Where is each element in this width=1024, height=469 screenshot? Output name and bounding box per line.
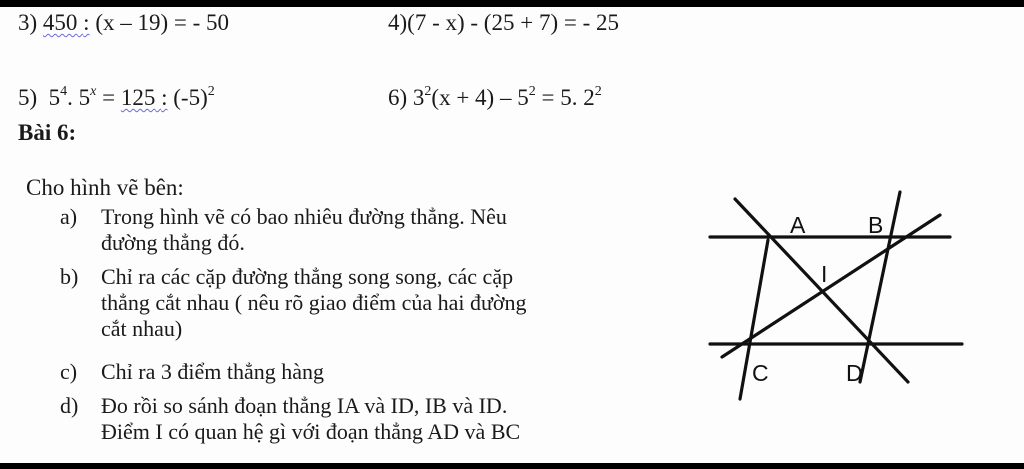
point-label-c: C bbox=[752, 360, 769, 386]
question-text: cắt nhau) bbox=[101, 316, 183, 341]
worksheet-page bbox=[0, 7, 1024, 463]
exercise-expression: (x – 19) = - 50 bbox=[95, 10, 230, 35]
exponent: x bbox=[90, 84, 97, 100]
question-text: Điểm I có quan hệ gì với đoạn thẳng AD và BC bbox=[101, 419, 521, 444]
expression-part: . 5 bbox=[67, 85, 91, 110]
question-c bbox=[60, 359, 620, 385]
exercise-5 bbox=[18, 85, 215, 111]
question-b bbox=[60, 264, 620, 344]
exponent: 2 bbox=[594, 84, 602, 100]
question-text: thẳng cắt nhau ( nêu rõ giao điểm của hai đường bbox=[101, 290, 527, 315]
section-title: Bài 6: bbox=[18, 120, 77, 145]
question-label: c) bbox=[60, 359, 78, 384]
question-label: d) bbox=[60, 393, 79, 418]
exercise-label: 4) bbox=[388, 10, 408, 35]
question-text: đường thẳng đó. bbox=[101, 230, 245, 255]
exponent: 4 bbox=[60, 84, 68, 100]
question-text: Đo rồi so sánh đoạn thẳng IA và ID, IB và ID. bbox=[101, 393, 508, 418]
exponent: 2 bbox=[528, 84, 536, 100]
exercise-label: 5) bbox=[18, 85, 38, 110]
exercise-3 bbox=[18, 10, 229, 36]
point-label-b: B bbox=[868, 212, 884, 238]
question-d bbox=[60, 393, 610, 449]
question-label: a) bbox=[60, 204, 78, 229]
exercise-6 bbox=[388, 85, 602, 111]
exercise-label: 6) bbox=[388, 85, 408, 110]
dividend: 450 bbox=[42, 10, 78, 35]
expression-part: 125 bbox=[120, 85, 156, 110]
divide-sign: : bbox=[161, 85, 168, 110]
point-label-i: I bbox=[821, 261, 828, 287]
divide-sign: : bbox=[83, 10, 90, 35]
expression-part: = 5. 2 bbox=[535, 85, 595, 110]
exponent: 2 bbox=[424, 84, 432, 100]
question-label: b) bbox=[60, 264, 79, 289]
point-label-d: D bbox=[846, 360, 863, 386]
base: 5 bbox=[48, 85, 61, 110]
geometry-figure bbox=[700, 187, 990, 417]
equals: = bbox=[96, 85, 121, 110]
expression-part: (x + 4) – 5 bbox=[431, 85, 529, 110]
expression-part: (-5) bbox=[167, 85, 208, 110]
point-label-a: A bbox=[790, 212, 806, 238]
exercise-4 bbox=[388, 10, 619, 36]
question-a bbox=[60, 204, 620, 256]
intro-text: Cho hình vẽ bên: bbox=[26, 175, 184, 200]
exercise-label: 3) bbox=[18, 10, 38, 35]
question-text: Trong hình vẽ có bao nhiêu đường thẳng. Nêu bbox=[101, 204, 507, 229]
question-text: Chỉ ra 3 điểm thẳng hàng bbox=[101, 359, 325, 384]
base: 3 bbox=[412, 85, 425, 110]
question-text: Chỉ ra các cặp đường thẳng song song, các cặp bbox=[101, 264, 514, 289]
exponent: 2 bbox=[207, 84, 215, 100]
exercise-expression: (7 - x) - (25 + 7) = - 25 bbox=[407, 10, 619, 35]
